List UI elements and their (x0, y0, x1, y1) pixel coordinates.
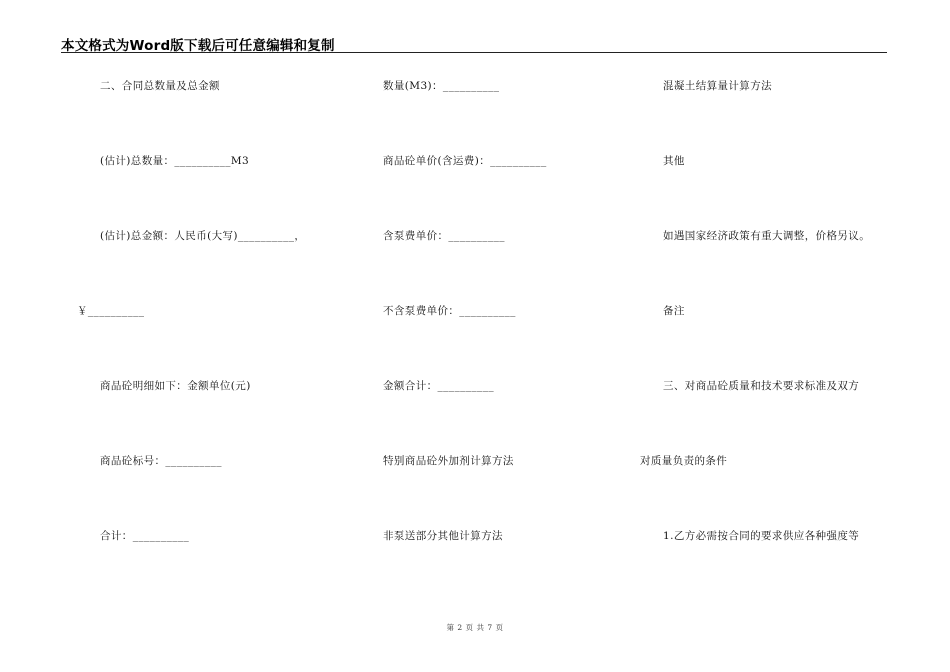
unit-price-with-freight: 商品砼单价(含运费)：__________ (383, 155, 547, 167)
estimated-total-amount: (估计)总金额：人民币(大写)__________， (100, 230, 306, 242)
remarks: 备注 (663, 305, 685, 317)
page-number-footer: 第 2 页 共 7 页 (446, 623, 504, 632)
header-divider (61, 52, 887, 53)
document-header-title: 本文格式为Word版下载后可任意编辑和复制 (61, 38, 335, 54)
settlement-calc-method: 混凝土结算量计算方法 (663, 80, 772, 92)
estimated-total-quantity: (估计)总数量：__________M3 (100, 155, 250, 167)
policy-adjustment-note: 如遇国家经济政策有重大调整，价格另议。 (663, 230, 871, 242)
subtotal: 合计：__________ (100, 530, 190, 542)
additive-calc-method: 特别商品砼外加剂计算方法 (383, 455, 514, 467)
section-heading-contract-total: 二、合同总数量及总金额 (100, 80, 220, 92)
quantity-m3: 数量(M3)：__________ (383, 80, 500, 92)
concrete-detail-intro: 商品砼明细如下：金额单位(元) (100, 380, 251, 392)
section-heading-quality: 三、对商品砼质量和技术要求标准及双方 (663, 380, 860, 392)
unit-price-without-pump: 不含泵费单价：__________ (383, 305, 516, 317)
unit-price-with-pump: 含泵费单价：__________ (383, 230, 505, 242)
non-pump-calc-method: 非泵送部分其他计算方法 (383, 530, 503, 542)
clause-1-supply-requirements: 1.乙方必需按合同的要求供应各种强度等 (663, 530, 860, 542)
quality-responsibility-conditions: 对质量负责的条件 (640, 455, 728, 467)
concrete-grade: 商品砼标号：__________ (100, 455, 222, 467)
amount-total: 金额合计：__________ (383, 380, 494, 392)
other: 其他 (663, 155, 685, 167)
amount-yuan-blank: ￥__________ (77, 305, 145, 317)
